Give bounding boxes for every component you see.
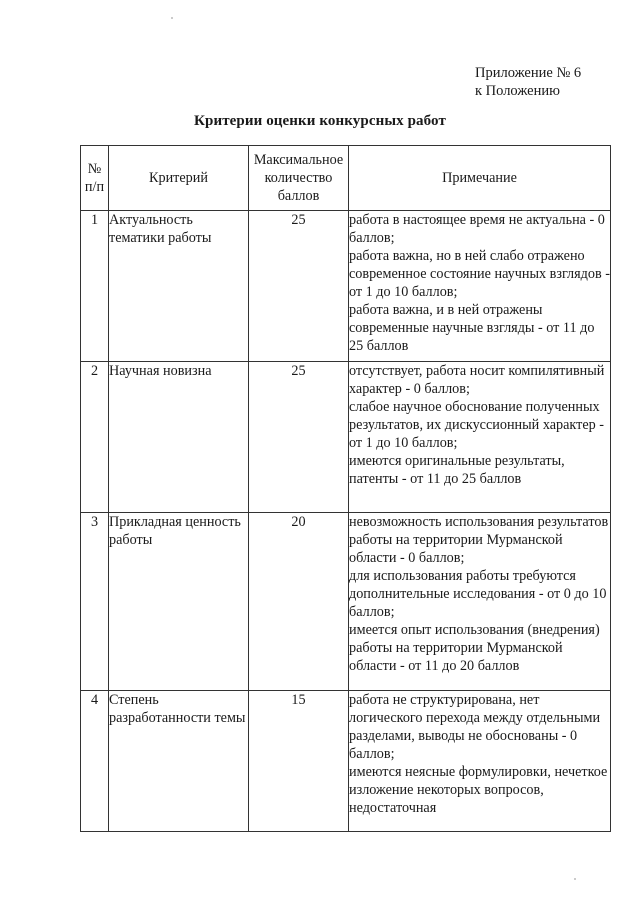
row-note — [349, 362, 611, 513]
table-row — [81, 362, 611, 513]
row-criterion: Научная новизна — [109, 362, 249, 513]
criteria-table — [80, 145, 611, 832]
table-header-row — [81, 146, 611, 211]
row-note — [349, 211, 611, 362]
row-number: 2 — [81, 362, 109, 513]
row-max-score: 15 — [249, 691, 349, 832]
row-criterion: Актуальность тематики работы — [109, 211, 249, 362]
scan-speck — [171, 17, 173, 19]
row-max-score: 20 — [249, 513, 349, 691]
header-max-score: Максимальное количество баллов — [249, 146, 349, 211]
note-line: отсутствует, работа носит компилятивный характер - 0 баллов; — [349, 363, 605, 397]
appendix-reference: к Положению — [475, 83, 560, 99]
note-line: имеются оригинальные результаты, патенты - от 11 до 25 баллов — [349, 453, 565, 487]
appendix-label — [475, 64, 581, 100]
document-title: Критерии оценки конкурсных работ — [194, 113, 446, 129]
note-line: слабое научное обоснование полученных результатов, их дискуссионный характер - от 1 до 10 баллов; — [349, 399, 604, 451]
note-line: имеется опыт использования (внедрения) работы на территории Мурманской области - от 11 до 20 баллов — [349, 622, 600, 674]
header-note: Примечание — [349, 146, 611, 211]
note-line: имеются неясные формулировки, нечеткое изложение некоторых вопросов, недостаточная — [349, 764, 608, 816]
header-num: № п/п — [81, 146, 109, 211]
row-note — [349, 513, 611, 691]
note-line: работа важна, но в ней слабо отражено современное состояние научных взглядов - от 1 до 10 баллов; — [349, 248, 610, 300]
note-line: для использования работы требуются дополнительные исследования - от 0 до 10 баллов; — [349, 568, 607, 620]
row-number: 1 — [81, 211, 109, 362]
appendix-number: Приложение № 6 — [475, 65, 582, 81]
note-line: невозможность использования результатов работы на территории Мурманской области - 0 баллов; — [349, 514, 609, 566]
row-number: 3 — [81, 513, 109, 691]
scan-speck — [574, 878, 576, 880]
note-line: работа не структурирована, нет логического перехода между отдельными разделами, выводы не обоснованы - 0 баллов; — [349, 692, 601, 762]
row-note — [349, 691, 611, 832]
note-line: работа в настоящее время не актуальна - 0 баллов; — [349, 212, 605, 246]
row-max-score: 25 — [249, 211, 349, 362]
row-criterion: Степень разработанности темы — [109, 691, 249, 832]
table-row — [81, 691, 611, 832]
row-max-score: 25 — [249, 362, 349, 513]
table-row — [81, 513, 611, 691]
table-row — [81, 211, 611, 362]
row-number: 4 — [81, 691, 109, 832]
note-line: работа важна, и в ней отражены современные научные взгляды - от 11 до 25 баллов — [349, 302, 595, 354]
row-criterion: Прикладная ценность работы — [109, 513, 249, 691]
header-criterion: Критерий — [109, 146, 249, 211]
